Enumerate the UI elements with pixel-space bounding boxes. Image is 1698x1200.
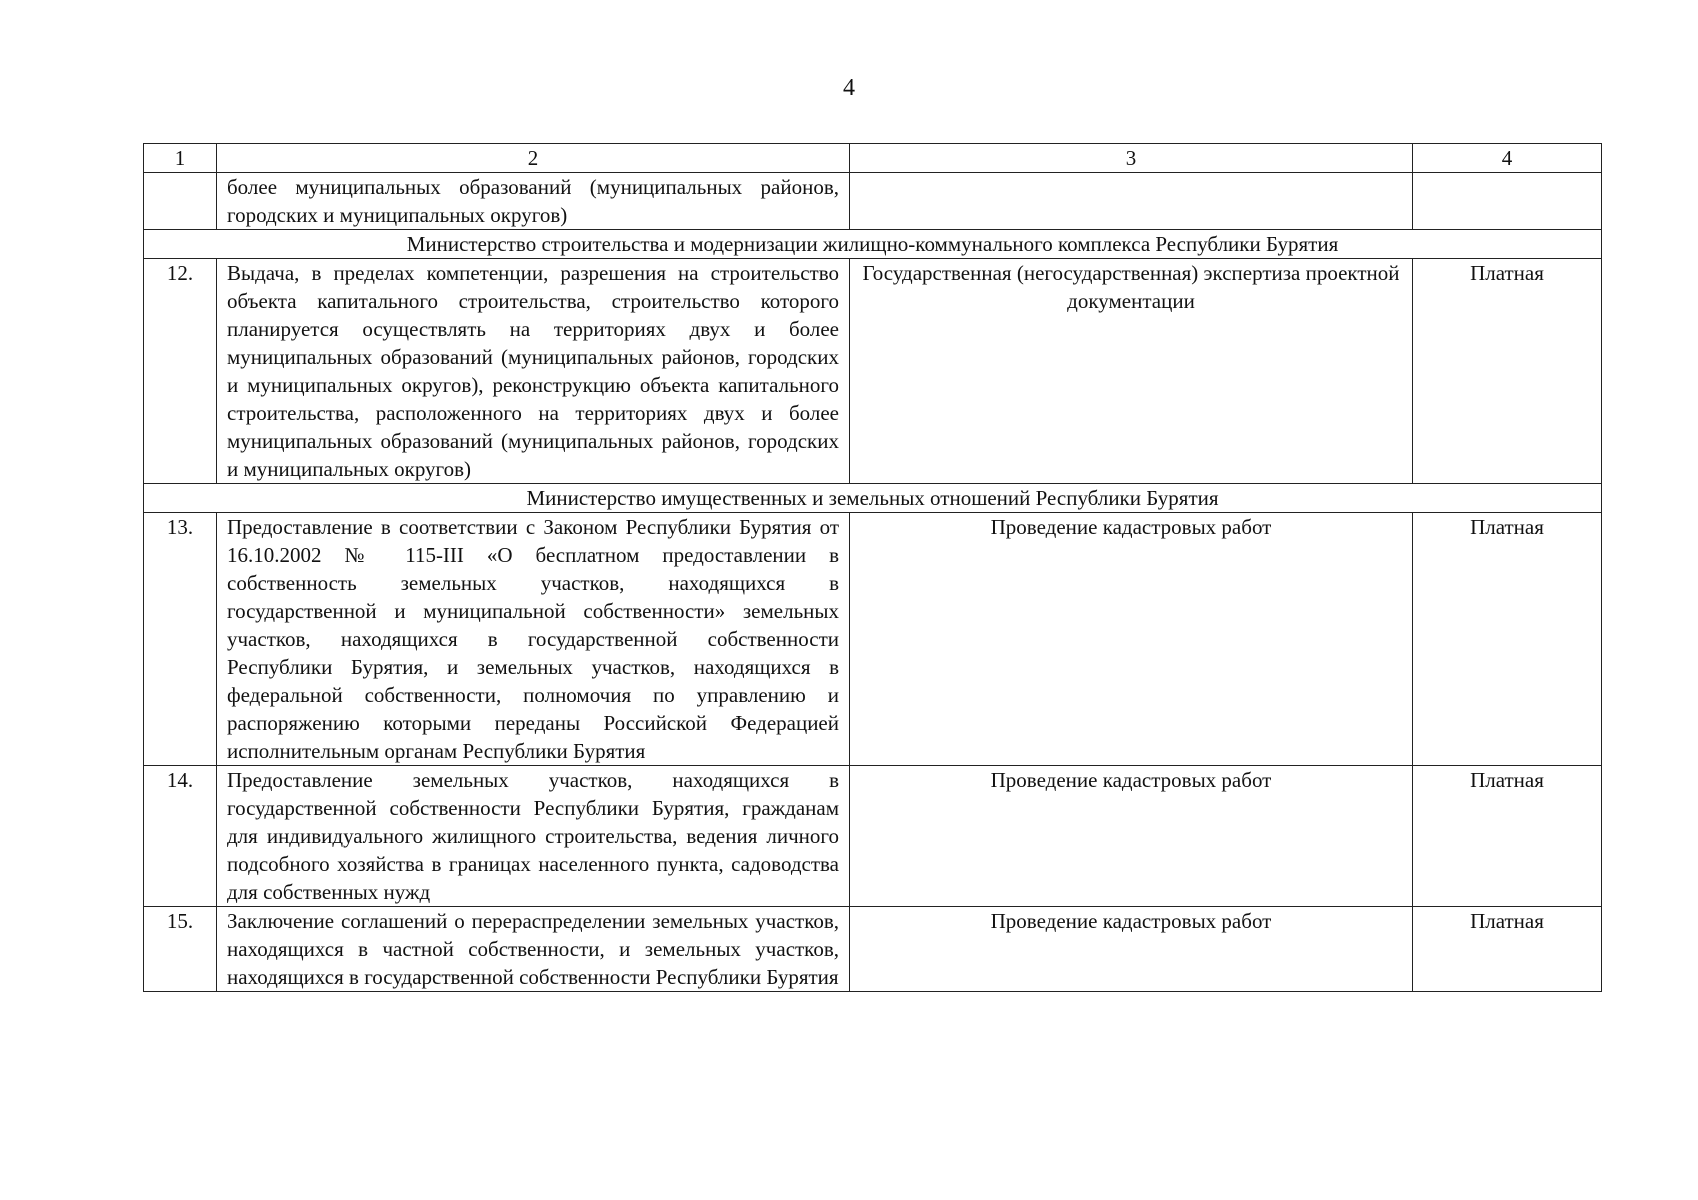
services-table [143,143,1602,992]
column-header-3: 3 [850,144,1413,173]
payment-type: Платная [1413,259,1602,484]
table-row [144,259,1602,484]
payment-type: Платная [1413,907,1602,992]
related-service [850,173,1413,230]
service-description: Предоставление земельных участков, находящихся в государственной собственности Республики Бурятия, гражданам для индивидуального жилищного строительства, ведения личного подсобного хозяйства в границах населенного пункта, садоводства для собственных нужд [217,766,850,907]
table-header-row [144,144,1602,173]
column-header-1: 1 [144,144,217,173]
table-row [144,766,1602,907]
service-description: Заключение соглашений о перераспределении земельных участков, находящихся в частной собственности, и земельных участков, находящихся в государственной собственности Республики Бурятия [217,907,850,992]
table-row [144,513,1602,766]
service-description: Предоставление в соответствии с Законом Республики Бурятия от 16.10.2002 № 115-III «О бесплатном предоставлении в собственность земельных участков, находящихся в государственной и муниципальной собственности» земельных участков, находящихся в государственной собственности Республики Бурятия, и земельных участков, находящихся в федеральной собственности, полномочия по управлению и распоряжению которыми переданы Российской Федерацией исполнительным органам Республики Бурятия [217,513,850,766]
column-header-2: 2 [217,144,850,173]
column-header-4: 4 [1413,144,1602,173]
related-service: Проведение кадастровых работ [850,766,1413,907]
payment-type: Платная [1413,766,1602,907]
table-row [144,907,1602,992]
table-row-continuation [144,173,1602,230]
related-service: Государственная (негосударственная) экспертиза проектной документации [850,259,1413,484]
section-title: Министерство строительства и модернизации жилищно-коммунального комплекса Республики Бурятия [144,230,1602,259]
row-number: 15. [144,907,217,992]
row-number [144,173,217,230]
row-number: 14. [144,766,217,907]
row-number: 12. [144,259,217,484]
related-service: Проведение кадастровых работ [850,513,1413,766]
section-heading-row [144,230,1602,259]
section-heading-row [144,484,1602,513]
row-number: 13. [144,513,217,766]
payment-type: Платная [1413,513,1602,766]
service-description: более муниципальных образований (муниципальных районов, городских и муниципальных округов) [217,173,850,230]
page-number: 4 [843,75,855,101]
payment-type [1413,173,1602,230]
service-description: Выдача, в пределах компетенции, разрешения на строительство объекта капитального строительства, строительство которого планируется осуществлять на территориях двух и более муниципальных образований (муниципальных районов, городских и муниципальных округов), реконструкцию объекта капитального строительства, расположенного на территориях двух и более муниципальных образований (муниципальных районов, городских и муниципальных округов) [217,259,850,484]
related-service: Проведение кадастровых работ [850,907,1413,992]
section-title: Министерство имущественных и земельных отношений Республики Бурятия [144,484,1602,513]
